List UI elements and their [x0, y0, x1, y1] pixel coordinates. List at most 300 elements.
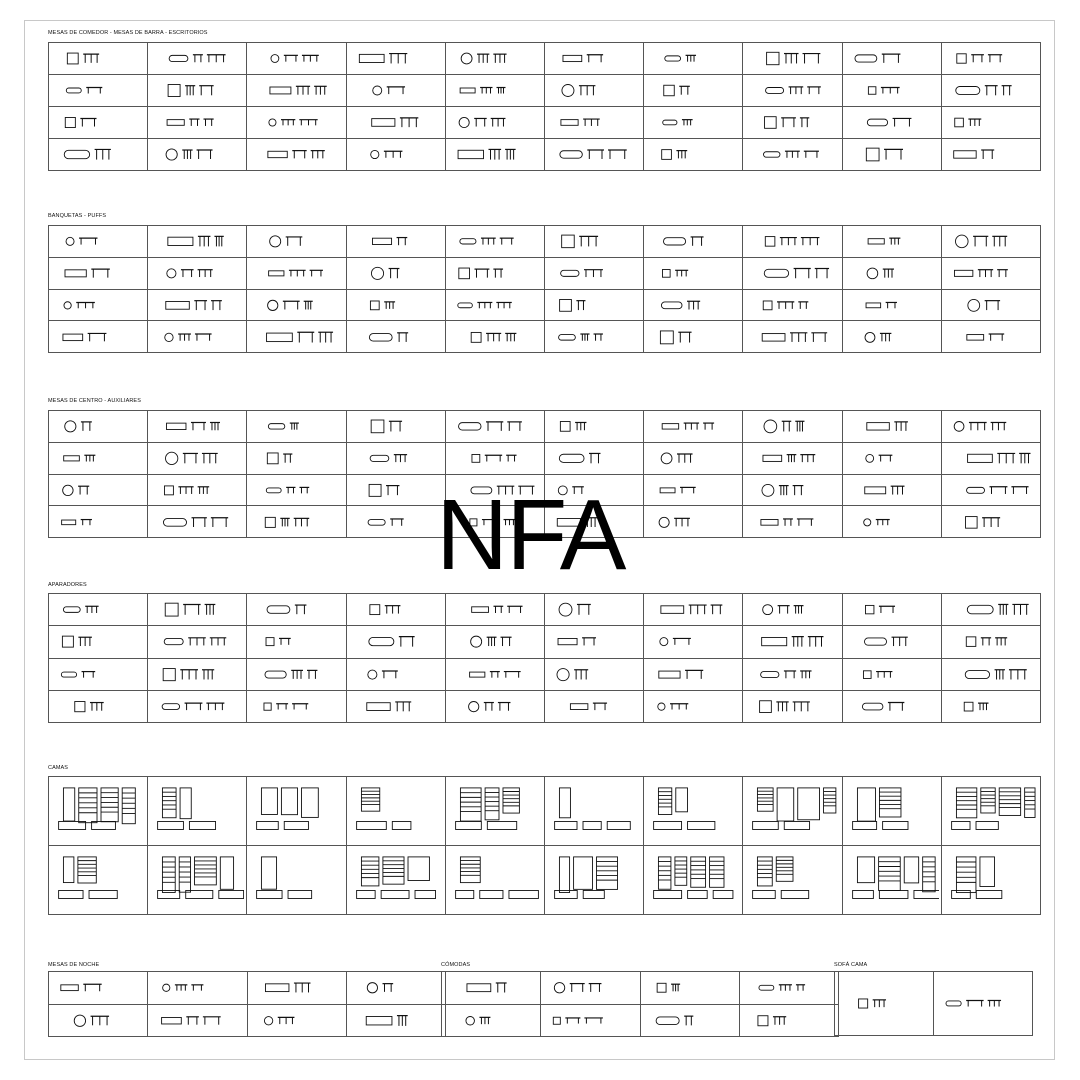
furniture-cell	[148, 506, 247, 538]
furniture-cell	[445, 43, 544, 75]
furniture-block-icon	[148, 973, 244, 1002]
furniture-block-icon	[148, 627, 244, 656]
furniture-cell	[247, 972, 346, 1005]
furniture-cell	[743, 658, 842, 690]
furniture-block-icon	[545, 412, 641, 440]
furniture-block-icon	[942, 323, 1038, 351]
furniture-cell	[842, 658, 941, 690]
furniture-cell	[842, 107, 941, 139]
furniture-block-icon	[148, 660, 244, 689]
furniture-block-icon	[148, 76, 244, 105]
furniture-cell	[247, 658, 346, 690]
furniture-block-icon	[347, 412, 443, 440]
furniture-cell	[445, 777, 544, 846]
grid-row	[49, 777, 1041, 846]
furniture-cell	[148, 690, 247, 722]
furniture-cell	[148, 411, 247, 443]
furniture-cell	[49, 506, 148, 538]
furniture-cell	[544, 226, 643, 258]
furniture-block-icon	[843, 595, 939, 624]
furniture-cell	[743, 442, 842, 474]
furniture-block-icon	[644, 227, 740, 255]
grid-camas	[48, 776, 1041, 915]
furniture-block-icon	[843, 660, 939, 689]
furniture-block-icon	[247, 508, 343, 536]
furniture-cell	[445, 75, 544, 107]
furniture-block-icon	[545, 692, 641, 721]
furniture-block-icon	[347, 847, 443, 913]
furniture-block-icon	[247, 140, 343, 169]
furniture-cell	[445, 626, 544, 658]
furniture-block-icon	[545, 660, 641, 689]
furniture-cell	[842, 43, 941, 75]
furniture-cell	[640, 972, 739, 1005]
furniture-cell	[941, 626, 1040, 658]
furniture-cell	[544, 411, 643, 443]
furniture-cell	[739, 972, 838, 1005]
furniture-cell	[346, 442, 445, 474]
furniture-cell	[743, 506, 842, 538]
furniture-cell	[743, 626, 842, 658]
furniture-cell	[743, 474, 842, 506]
furniture-block-icon	[541, 973, 637, 1002]
furniture-block-icon	[743, 778, 839, 844]
furniture-block-icon	[148, 847, 244, 913]
furniture-cell	[148, 1004, 247, 1037]
furniture-cell	[644, 321, 743, 353]
grid-comodas	[441, 971, 839, 1037]
nfa-watermark: NFA	[436, 479, 625, 591]
furniture-block-icon	[644, 476, 740, 504]
furniture-cell	[148, 658, 247, 690]
furniture-block-icon	[446, 847, 542, 913]
furniture-block-icon	[247, 259, 343, 287]
furniture-block-icon	[49, 76, 145, 105]
grid-row	[49, 43, 1041, 75]
furniture-cell	[644, 257, 743, 289]
furniture-block-icon	[347, 973, 443, 1002]
furniture-block-icon	[247, 778, 343, 844]
furniture-cell	[247, 107, 346, 139]
furniture-block-icon	[49, 259, 145, 287]
grid-row	[49, 1004, 446, 1037]
furniture-cell	[842, 257, 941, 289]
furniture-block-icon	[743, 108, 839, 137]
furniture-cell	[49, 321, 148, 353]
furniture-block-icon	[942, 476, 1038, 504]
grid-row	[835, 972, 1033, 1036]
furniture-cell	[644, 75, 743, 107]
grid-banquetas	[48, 225, 1041, 353]
furniture-cell	[49, 43, 148, 75]
furniture-cell	[934, 972, 1033, 1036]
furniture-cell	[346, 626, 445, 658]
furniture-cell	[247, 75, 346, 107]
furniture-cell	[743, 777, 842, 846]
furniture-cell	[49, 626, 148, 658]
furniture-cell	[346, 226, 445, 258]
furniture-block-icon	[446, 595, 542, 624]
furniture-cell	[644, 226, 743, 258]
furniture-block-icon	[545, 227, 641, 255]
furniture-cell	[247, 594, 346, 626]
furniture-cell	[743, 846, 842, 915]
grid-row	[49, 257, 1041, 289]
furniture-cell	[544, 107, 643, 139]
furniture-block-icon	[743, 692, 839, 721]
furniture-block-icon	[248, 973, 344, 1002]
furniture-block-icon	[942, 660, 1038, 689]
furniture-cell	[644, 846, 743, 915]
furniture-cell	[743, 289, 842, 321]
furniture-cell	[544, 690, 643, 722]
section-title-comodas: CÓMODAS	[441, 962, 471, 968]
section-title-centro: MESAS DE CENTRO - AUXILIARES	[48, 398, 141, 404]
furniture-block-icon	[743, 627, 839, 656]
furniture-cell	[247, 626, 346, 658]
furniture-block-icon	[843, 108, 939, 137]
furniture-block-icon	[446, 627, 542, 656]
furniture-cell	[247, 289, 346, 321]
furniture-cell	[941, 658, 1040, 690]
furniture-block-icon	[743, 476, 839, 504]
furniture-block-icon	[541, 1006, 637, 1035]
furniture-block-icon	[644, 778, 740, 844]
furniture-cell	[445, 321, 544, 353]
furniture-cell	[544, 75, 643, 107]
furniture-block-icon	[446, 227, 542, 255]
furniture-cell	[941, 506, 1040, 538]
furniture-block-icon	[347, 692, 443, 721]
furniture-block-icon	[148, 778, 244, 844]
furniture-block-icon	[843, 259, 939, 287]
furniture-cell	[247, 1004, 346, 1037]
furniture-cell	[49, 411, 148, 443]
furniture-block-icon	[545, 847, 641, 913]
furniture-block-icon	[743, 76, 839, 105]
furniture-block-icon	[942, 847, 1038, 913]
furniture-cell	[445, 257, 544, 289]
furniture-block-icon	[942, 259, 1038, 287]
furniture-block-icon	[347, 76, 443, 105]
furniture-block-icon	[247, 660, 343, 689]
furniture-block-icon	[644, 660, 740, 689]
furniture-cell	[247, 442, 346, 474]
furniture-block-icon	[545, 108, 641, 137]
furniture-cell	[941, 411, 1040, 443]
furniture-block-icon	[545, 444, 641, 472]
furniture-block-icon	[743, 259, 839, 287]
furniture-block-icon	[148, 508, 244, 536]
furniture-block-icon	[347, 227, 443, 255]
furniture-block-icon	[446, 660, 542, 689]
furniture-block-icon	[545, 140, 641, 169]
grid-row	[49, 411, 1041, 443]
section-title-noche: MESAS DE NOCHE	[48, 962, 100, 968]
section-title-banquetas: BANQUETAS - PUFFS	[48, 213, 107, 219]
furniture-block-icon	[446, 323, 542, 351]
furniture-block-icon	[347, 140, 443, 169]
furniture-block-icon	[934, 973, 1030, 1034]
grid-row	[49, 626, 1041, 658]
furniture-cell	[247, 43, 346, 75]
furniture-cell	[644, 626, 743, 658]
furniture-cell	[842, 690, 941, 722]
section-title-aparadores: APARADORES	[48, 582, 87, 588]
furniture-cell	[941, 75, 1040, 107]
grid-row	[49, 107, 1041, 139]
furniture-cell	[835, 972, 934, 1036]
furniture-cell	[148, 107, 247, 139]
section-title-camas: CAMAS	[48, 765, 69, 771]
furniture-cell	[842, 777, 941, 846]
furniture-block-icon	[347, 1006, 443, 1035]
furniture-block-icon	[247, 627, 343, 656]
furniture-cell	[49, 75, 148, 107]
furniture-cell	[346, 107, 445, 139]
furniture-cell	[49, 690, 148, 722]
furniture-block-icon	[942, 140, 1038, 169]
furniture-block-icon	[347, 291, 443, 319]
furniture-block-icon	[446, 44, 542, 73]
furniture-cell	[743, 594, 842, 626]
furniture-cell	[49, 972, 148, 1005]
furniture-cell	[346, 289, 445, 321]
furniture-cell	[941, 846, 1040, 915]
furniture-block-icon	[644, 76, 740, 105]
furniture-block-icon	[942, 692, 1038, 721]
furniture-cell	[544, 626, 643, 658]
furniture-block-icon	[644, 412, 740, 440]
furniture-block-icon	[49, 108, 145, 137]
furniture-cell	[346, 972, 445, 1005]
furniture-block-icon	[148, 108, 244, 137]
furniture-cell	[941, 594, 1040, 626]
furniture-cell	[743, 321, 842, 353]
furniture-block-icon	[49, 44, 145, 73]
grid-aparadores	[48, 593, 1041, 723]
furniture-cell	[346, 257, 445, 289]
furniture-block-icon	[843, 323, 939, 351]
grid-row	[49, 75, 1041, 107]
grid-row	[49, 594, 1041, 626]
furniture-cell	[743, 690, 842, 722]
furniture-block-icon	[49, 627, 145, 656]
furniture-cell	[148, 75, 247, 107]
furniture-block-icon	[148, 476, 244, 504]
furniture-cell	[148, 972, 247, 1005]
furniture-cell	[247, 139, 346, 171]
furniture-block-icon	[347, 108, 443, 137]
furniture-block-icon	[644, 627, 740, 656]
furniture-cell	[544, 257, 643, 289]
section-title-comedor: MESAS DE COMEDOR - MESAS DE BARRA - ESCRITORIOS	[48, 30, 208, 36]
furniture-cell	[148, 594, 247, 626]
furniture-block-icon	[446, 76, 542, 105]
furniture-cell	[346, 43, 445, 75]
furniture-block-icon	[49, 444, 145, 472]
furniture-block-icon	[49, 508, 145, 536]
furniture-block-icon	[743, 847, 839, 913]
furniture-block-icon	[446, 778, 542, 844]
furniture-block-icon	[743, 140, 839, 169]
furniture-cell	[541, 1004, 640, 1037]
furniture-cell	[445, 690, 544, 722]
furniture-cell	[743, 226, 842, 258]
furniture-cell	[743, 139, 842, 171]
furniture-cell	[442, 972, 541, 1005]
furniture-block-icon	[743, 227, 839, 255]
furniture-cell	[644, 139, 743, 171]
furniture-cell	[346, 75, 445, 107]
furniture-block-icon	[247, 108, 343, 137]
furniture-block-icon	[644, 44, 740, 73]
furniture-block-icon	[148, 1006, 244, 1035]
furniture-block-icon	[49, 412, 145, 440]
furniture-cell	[247, 690, 346, 722]
furniture-cell	[346, 846, 445, 915]
furniture-block-icon	[148, 44, 244, 73]
furniture-cell	[941, 474, 1040, 506]
furniture-cell	[49, 846, 148, 915]
furniture-block-icon	[644, 259, 740, 287]
furniture-block-icon	[49, 973, 145, 1002]
furniture-block-icon	[49, 291, 145, 319]
furniture-cell	[544, 321, 643, 353]
furniture-block-icon	[644, 291, 740, 319]
furniture-cell	[49, 1004, 148, 1037]
furniture-block-icon	[644, 108, 740, 137]
furniture-block-icon	[743, 44, 839, 73]
furniture-block-icon	[347, 444, 443, 472]
furniture-block-icon	[942, 627, 1038, 656]
furniture-block-icon	[148, 444, 244, 472]
furniture-cell	[49, 474, 148, 506]
furniture-cell	[346, 690, 445, 722]
furniture-block-icon	[347, 660, 443, 689]
furniture-block-icon	[843, 291, 939, 319]
furniture-cell	[644, 289, 743, 321]
furniture-block-icon	[843, 444, 939, 472]
furniture-cell	[842, 75, 941, 107]
furniture-block-icon	[545, 595, 641, 624]
furniture-cell	[941, 289, 1040, 321]
furniture-cell	[941, 139, 1040, 171]
furniture-cell	[148, 289, 247, 321]
furniture-block-icon	[942, 76, 1038, 105]
furniture-cell	[644, 594, 743, 626]
grid-row	[49, 321, 1041, 353]
furniture-block-icon	[843, 692, 939, 721]
furniture-block-icon	[347, 508, 443, 536]
furniture-block-icon	[347, 323, 443, 351]
furniture-cell	[842, 289, 941, 321]
furniture-cell	[148, 846, 247, 915]
furniture-cell	[544, 777, 643, 846]
furniture-block-icon	[49, 227, 145, 255]
grid-row	[442, 1004, 839, 1037]
furniture-block-icon	[446, 692, 542, 721]
furniture-block-icon	[843, 44, 939, 73]
furniture-block-icon	[740, 1006, 836, 1035]
furniture-cell	[941, 690, 1040, 722]
furniture-block-icon	[545, 44, 641, 73]
furniture-cell	[346, 777, 445, 846]
furniture-cell	[49, 777, 148, 846]
furniture-block-icon	[49, 692, 145, 721]
furniture-cell	[544, 43, 643, 75]
furniture-block-icon	[743, 444, 839, 472]
furniture-block-icon	[446, 108, 542, 137]
furniture-cell	[544, 846, 643, 915]
furniture-block-icon	[644, 444, 740, 472]
furniture-cell	[346, 321, 445, 353]
furniture-cell	[445, 658, 544, 690]
furniture-block-icon	[247, 76, 343, 105]
furniture-cell	[49, 226, 148, 258]
furniture-block-icon	[644, 140, 740, 169]
furniture-block-icon	[545, 291, 641, 319]
furniture-cell	[445, 289, 544, 321]
furniture-cell	[148, 43, 247, 75]
furniture-cell	[644, 474, 743, 506]
furniture-block-icon	[49, 1006, 145, 1035]
furniture-cell	[644, 658, 743, 690]
furniture-block-icon	[148, 227, 244, 255]
furniture-cell	[544, 658, 643, 690]
furniture-block-icon	[247, 476, 343, 504]
furniture-cell	[541, 972, 640, 1005]
furniture-block-icon	[644, 595, 740, 624]
furniture-cell	[445, 107, 544, 139]
furniture-block-icon	[942, 595, 1038, 624]
furniture-cell	[247, 506, 346, 538]
furniture-block-icon	[843, 76, 939, 105]
furniture-block-icon	[247, 847, 343, 913]
furniture-cell	[49, 442, 148, 474]
furniture-block-icon	[545, 259, 641, 287]
furniture-cell	[842, 411, 941, 443]
furniture-cell	[247, 777, 346, 846]
furniture-block-icon	[743, 660, 839, 689]
furniture-block-icon	[843, 412, 939, 440]
grid-row	[49, 139, 1041, 171]
furniture-block-icon	[247, 444, 343, 472]
furniture-cell	[644, 690, 743, 722]
furniture-block-icon	[446, 140, 542, 169]
furniture-cell	[644, 442, 743, 474]
furniture-block-icon	[247, 692, 343, 721]
furniture-block-icon	[148, 259, 244, 287]
furniture-cell	[644, 777, 743, 846]
furniture-block-icon	[942, 444, 1038, 472]
furniture-block-icon	[446, 291, 542, 319]
furniture-cell	[842, 139, 941, 171]
furniture-cell	[842, 442, 941, 474]
furniture-cell	[743, 43, 842, 75]
furniture-block-icon	[247, 595, 343, 624]
furniture-cell	[148, 226, 247, 258]
furniture-cell	[148, 257, 247, 289]
furniture-cell	[941, 442, 1040, 474]
furniture-cell	[49, 139, 148, 171]
furniture-cell	[842, 506, 941, 538]
furniture-block-icon	[442, 973, 538, 1002]
furniture-block-icon	[743, 412, 839, 440]
furniture-cell	[743, 107, 842, 139]
furniture-block-icon	[942, 508, 1038, 536]
furniture-block-icon	[644, 692, 740, 721]
